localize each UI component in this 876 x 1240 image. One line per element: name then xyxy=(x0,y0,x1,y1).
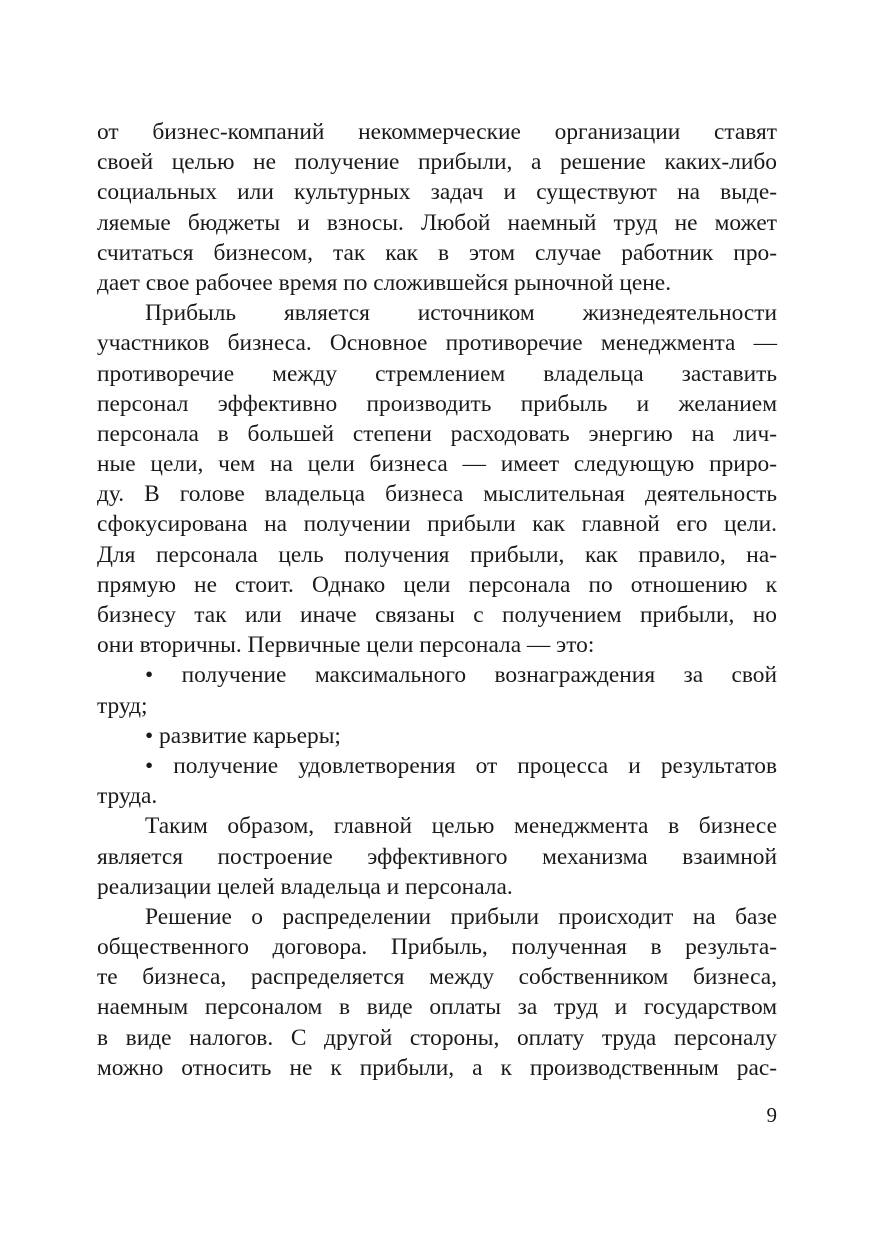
text-line: реализации целей владельца и персонала. xyxy=(97,873,513,900)
text-line: дает свое рабочее время по сложившейся рыночной цене. xyxy=(97,269,672,296)
paragraph-profit xyxy=(97,298,777,660)
bullet-list xyxy=(97,660,777,811)
text-line: противоречие между стремлением владельца заставить xyxy=(97,360,777,387)
text-line: • получение удовлетворения от процесса и результатов xyxy=(145,752,777,779)
text-line: Таким образом, главной целью менеджмента в бизнесе xyxy=(145,813,777,840)
text-line: • развитие карьеры; xyxy=(145,722,341,749)
paragraph-continuation xyxy=(97,117,777,298)
text-line: Для персонала цель получения прибыли, как правило, на- xyxy=(97,541,777,568)
text-line: персонал эффективно производить прибыль и желанием xyxy=(97,390,777,417)
text-line: является построение эффективного механизма взаимной xyxy=(97,843,777,870)
paragraph-profit-distribution xyxy=(97,902,777,1083)
page-body xyxy=(97,117,777,1083)
text-line: социальных или культурных задач и существуют на выде- xyxy=(97,179,777,206)
text-line: Решение о распределении прибыли происходит на базе xyxy=(145,903,777,930)
text-line: они вторичны. Первичные цели персонала — это: xyxy=(97,632,595,659)
text-line: наемным персоналом в виде оплаты за труд и государством xyxy=(97,994,777,1021)
text-line: • получение максимального вознаграждения за свой xyxy=(145,662,777,689)
text-line: общественного договора. Прибыль, полученная в результа- xyxy=(97,934,777,961)
text-line: сфокусирована на получении прибыли как главной его цели. xyxy=(97,511,777,538)
text-line: считаться бизнесом, так как в этом случае работник про- xyxy=(97,239,777,266)
list-item xyxy=(97,660,777,720)
text-line: труда. xyxy=(97,783,158,810)
text-line: от бизнес-компаний некоммерческие организации ставят xyxy=(97,119,777,145)
text-line: прямую не стоит. Однако цели персонала по отношению к xyxy=(97,571,777,598)
text-line: бизнесу так или иначе связаны с получением прибыли, но xyxy=(97,602,777,628)
text-line: своей целью не получение прибыли, а решение каких-либо xyxy=(97,149,777,176)
paragraph-management-goal xyxy=(97,811,777,902)
text-line: в виде налогов. С другой стороны, оплату труда персоналу xyxy=(97,1024,777,1051)
text-line: можно относить не к прибыли, а к производственным рас- xyxy=(97,1054,777,1081)
list-item xyxy=(97,751,777,811)
text-line: персонала в большей степени расходовать энергию на лич- xyxy=(97,420,777,447)
text-line: Прибыль является источником жизнедеятельности xyxy=(145,300,777,327)
list-item xyxy=(97,721,777,751)
text-line: участников бизнеса. Основное противоречие менеджмента — xyxy=(97,330,777,357)
page-number: 9 xyxy=(766,1103,777,1127)
text-line: ду. В голове владельца бизнеса мыслительная деятельность xyxy=(97,481,777,508)
text-line: те бизнеса, распределяется между собственником бизнеса, xyxy=(97,964,777,991)
text-line: труд; xyxy=(97,692,148,719)
text-line: ные цели, чем на цели бизнеса — имеет следующую приро- xyxy=(97,451,777,478)
text-line: ляемые бюджеты и взносы. Любой наемный труд не может xyxy=(97,209,777,236)
